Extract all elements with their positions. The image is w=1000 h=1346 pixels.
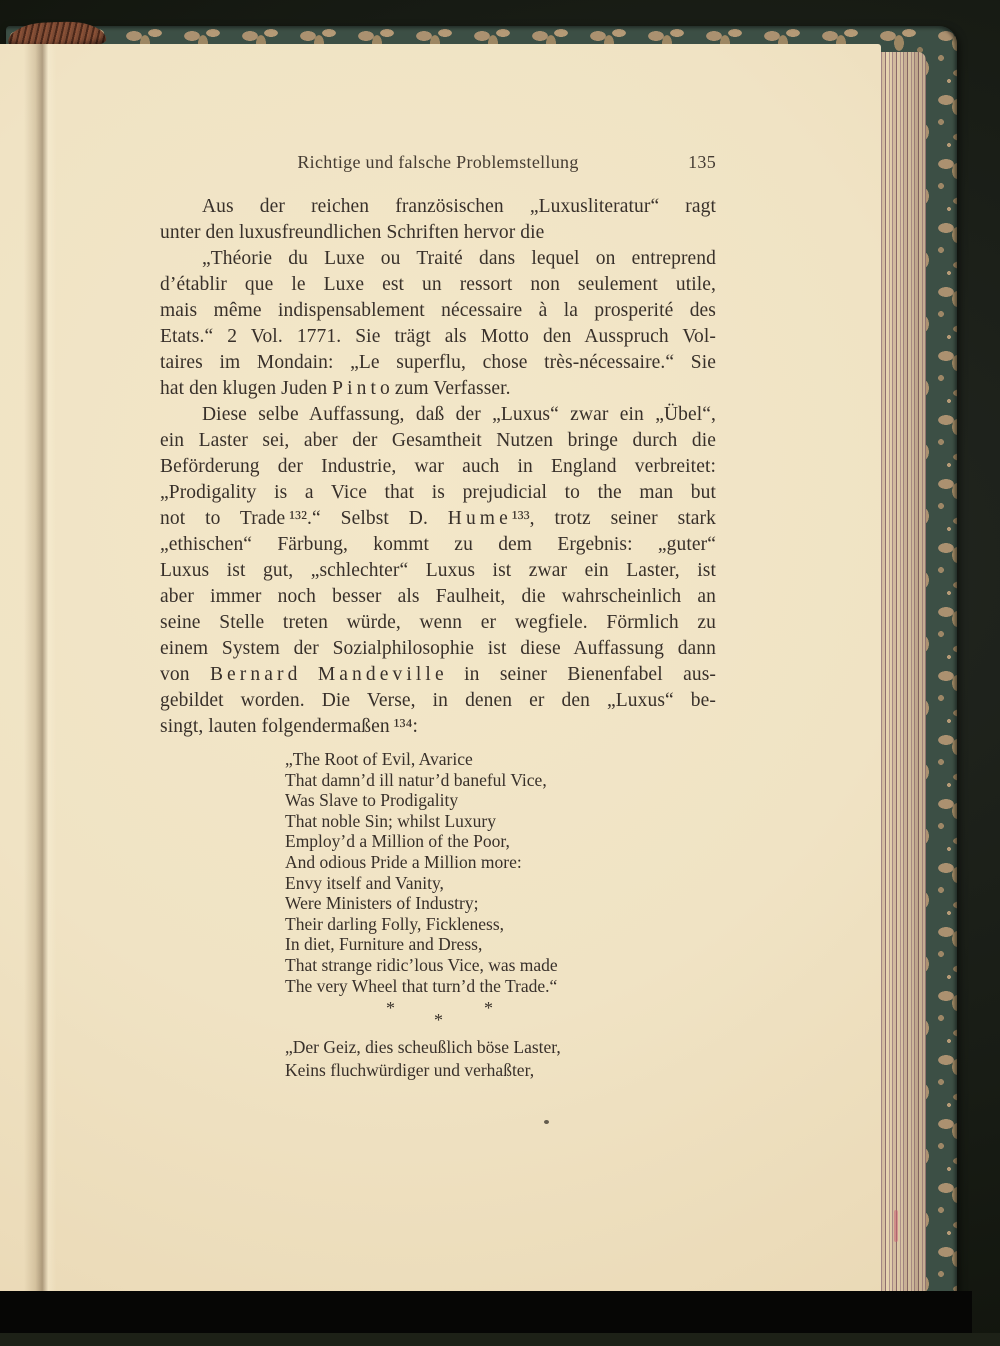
page-number: 135: [688, 152, 716, 172]
poem-line: „Der Geiz, dies scheußlich böse Laster,: [285, 1037, 561, 1058]
text-line: unter den luxusfreundlichen Schriften hervor die: [160, 222, 545, 243]
asterisk: *: [386, 998, 395, 1019]
asterisk: *: [484, 998, 493, 1019]
text-line: Aus der reichen französischen „Luxusliteratur“ ragt: [202, 196, 716, 217]
poem-german: [160, 1036, 716, 1081]
text-line: seine Stelle treten würde, wenn er wegfiele. Förmlich zu: [160, 612, 716, 633]
text-line: mais même indispensablement nécessaire à la prosperité des: [160, 300, 716, 321]
text-line: d’établir que le Luxe est un ressort non seulement utile,: [160, 274, 716, 295]
asterisk-separator: [160, 996, 716, 1032]
text-line: Diese selbe Auffassung, daß der „Luxus“ zwar ein „Übel“,: [202, 404, 716, 425]
text-line: taires im Mondain: „Le superflu, chose très-nécessaire.“ Sie: [160, 352, 716, 373]
poem-line: In diet, Furniture and Dress,: [285, 934, 483, 955]
poem-line: That damn’d ill natur’d baneful Vice,: [285, 769, 547, 790]
fore-edge-pink-mark: [894, 1210, 898, 1242]
poem-line: Envy itself and Vanity,: [285, 872, 444, 893]
text-line: ein Laster sei, aber der Gesamtheit Nutzen bringe durch die: [160, 430, 716, 451]
text-line: „ethischen“ Färbung, kommt zu dem Ergebnis: „guter“: [160, 534, 716, 555]
asterisk: *: [434, 1010, 443, 1031]
body-text: [160, 194, 716, 740]
text-line: hat den klugen Juden P i n t o zum Verfasser.: [160, 378, 511, 399]
text-line: Beförderung der Industrie, war auch in England verbreitet:: [160, 456, 716, 477]
text-line: „Prodigality is a Vice that is prejudicial to the man but: [160, 482, 716, 503]
text-line: Etats.“ 2 Vol. 1771. Sie trägt als Motto den Ausspruch Vol-: [160, 326, 716, 347]
text-line: „Théorie du Luxe ou Traité dans lequel on entreprend: [202, 248, 716, 269]
poem-line: „The Root of Evil, Avarice: [285, 749, 473, 769]
poem-line: Employ’d a Million of the Poor,: [285, 831, 510, 852]
text-line: gebildet worden. Die Verse, in denen er den „Luxus“ be-: [160, 690, 716, 711]
text-line: singt, lauten folgendermaßen ¹³⁴:: [160, 716, 418, 737]
gutter-fold: [24, 44, 62, 1293]
poem-line: And odious Pride a Million more:: [285, 851, 522, 872]
poem-line: Were Ministers of Industry;: [285, 893, 479, 914]
poem-line: Keins fluchwürdiger und verhaßter,: [285, 1059, 535, 1080]
page-content: [160, 152, 716, 1081]
poem-line: That strange ridic’lous Vice, was made: [285, 954, 558, 975]
poem-line: Their darling Folly, Fickleness,: [285, 913, 505, 934]
poem-line: The very Wheel that turn’d the Trade.“: [285, 975, 558, 996]
text-line: von B e r n a r d M a n d e v i l l e in seiner Bienenfabel aus-: [160, 664, 716, 685]
page-header: [160, 152, 716, 178]
text-line: not to Trade ¹³².“ Selbst D. H u m e ¹³³, trotz seiner stark: [160, 508, 716, 529]
text-line: einem System der Sozialphilosophie ist diese Auffassung dann: [160, 638, 716, 659]
surface-bottom: [0, 1333, 1000, 1346]
poem-line: That noble Sin; whilst Luxury: [285, 810, 496, 831]
book-bottom-shadow: [0, 1291, 972, 1335]
running-title: Richtige und falsche Problemstellung: [297, 152, 579, 172]
text-line: Luxus ist gut, „schlechter“ Luxus ist zwar ein Laster, ist: [160, 560, 716, 581]
book-page: [0, 44, 881, 1293]
ink-speck: [544, 1120, 549, 1124]
poem-english: [160, 749, 716, 996]
text-line: aber immer noch besser als Faulheit, die wahrscheinlich an: [160, 586, 716, 607]
poem-line: Was Slave to Prodigality: [285, 790, 459, 811]
